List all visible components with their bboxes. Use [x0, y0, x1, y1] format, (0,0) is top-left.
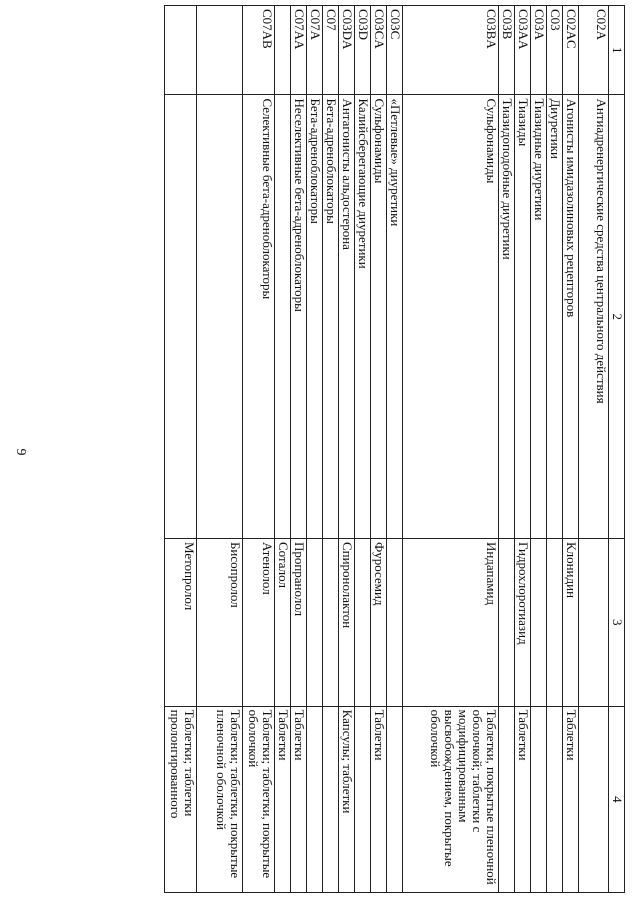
- header-cell: 4: [609, 706, 625, 892]
- atc-code: C03CA: [371, 6, 387, 95]
- atc-code: C03: [547, 6, 563, 95]
- group-name: «Петлевые» диуретики: [387, 95, 403, 539]
- drug-name: Гидрохлоротиазид: [515, 538, 531, 706]
- group-name: Сульфонамиды: [371, 95, 387, 539]
- table-row: [339, 6, 355, 893]
- atc-code: C02A: [579, 6, 609, 95]
- atc-code: C03B: [499, 6, 515, 95]
- drug-name: [387, 538, 403, 706]
- group-name: Бета-адреноблокаторы: [323, 95, 339, 539]
- atc-code: C03DA: [339, 6, 355, 95]
- group-name: [275, 95, 291, 539]
- table-row: [243, 6, 275, 893]
- header-cell: 2: [609, 95, 625, 539]
- atc-code: C07A: [307, 6, 323, 95]
- drug-name: [547, 538, 563, 706]
- table-header-row: [609, 6, 625, 893]
- dosage-form: Таблетки: [563, 706, 579, 892]
- dosage-form: Таблетки: [291, 706, 307, 892]
- atc-code: [197, 6, 243, 95]
- drug-name: Спиронолактон: [339, 538, 355, 706]
- drug-name: [531, 538, 547, 706]
- table-row: [579, 6, 609, 893]
- group-name: Тиазиды: [515, 95, 531, 539]
- drug-name: Пропранолол: [291, 538, 307, 706]
- group-name: Неселективные бета-адреноблокаторы: [291, 95, 307, 539]
- group-name: Селективные бета-адреноблокаторы: [243, 95, 275, 539]
- page-number: 9: [13, 448, 28, 456]
- dosage-form: [547, 706, 563, 892]
- dosage-form: Таблетки: [371, 706, 387, 892]
- atc-code: [275, 6, 291, 95]
- atc-code: C07AB: [243, 6, 275, 95]
- drug-name: [355, 538, 371, 706]
- table-row: [563, 6, 579, 893]
- atc-code: C03AA: [515, 6, 531, 95]
- header-cell: 1: [609, 6, 625, 95]
- group-name: Антагонисты альдостерона: [339, 95, 355, 539]
- dosage-form: [307, 706, 323, 892]
- dosage-form: Таблетки; таблетки, покрытые пленочной оболочкой: [197, 706, 243, 892]
- group-name: Бета-адреноблокаторы: [307, 95, 323, 539]
- dosage-form: [323, 706, 339, 892]
- group-name: Антиадренергические средства центрального действия: [579, 95, 609, 539]
- dosage-form: Капсулы; таблетки: [339, 706, 355, 892]
- drug-name: Индапамид: [403, 538, 499, 706]
- drug-name: Атенолол: [243, 538, 275, 706]
- group-name: Тиазидные диуретики: [531, 95, 547, 539]
- drug-name: [323, 538, 339, 706]
- drug-name: [307, 538, 323, 706]
- atc-code: C03BA: [403, 6, 499, 95]
- medication-table: [164, 5, 625, 893]
- dosage-form: Таблетки, покрытые пленочной оболочкой; таблетки с модифицированным высвобождением, покрытые оболочкой: [403, 706, 499, 892]
- drug-name: Клонидин: [563, 538, 579, 706]
- drug-name: Соталол: [275, 538, 291, 706]
- atc-code: C07AA: [291, 6, 307, 95]
- table-row: [371, 6, 387, 893]
- drug-name: Фуросемид: [371, 538, 387, 706]
- atc-code: C02AC: [563, 6, 579, 95]
- table-row: [403, 6, 499, 893]
- drug-name: [579, 538, 609, 706]
- group-name: Тиазидоподобные диуретики: [499, 95, 515, 539]
- table-row: [275, 6, 291, 893]
- dosage-form: [499, 706, 515, 892]
- table-row: [165, 6, 197, 893]
- drug-name: [499, 538, 515, 706]
- drug-name: Бисопролол: [197, 538, 243, 706]
- table-row: [291, 6, 307, 893]
- group-name: [165, 95, 197, 539]
- atc-code: C03A: [531, 6, 547, 95]
- atc-code: [165, 6, 197, 95]
- dosage-form: [387, 706, 403, 892]
- dosage-form: Таблетки; таблетки пролонгированного: [165, 706, 197, 892]
- atc-code: C03C: [387, 6, 403, 95]
- atc-code: C07: [323, 6, 339, 95]
- table-row: [323, 6, 339, 893]
- table-row: [307, 6, 323, 893]
- header-cell: 3: [609, 538, 625, 706]
- group-name: [197, 95, 243, 539]
- group-name: Диуретики: [547, 95, 563, 539]
- group-name: Агонисты имидазолиновых рецепторов: [563, 95, 579, 539]
- dosage-form: Таблетки; таблетки, покрытые оболочкой: [243, 706, 275, 892]
- table-row: [355, 6, 371, 893]
- dosage-form: Таблетки: [275, 706, 291, 892]
- dosage-form: [355, 706, 371, 892]
- drug-name: Метопролол: [165, 538, 197, 706]
- group-name: Сульфонамиды: [403, 95, 499, 539]
- table-row: [197, 6, 243, 893]
- group-name: Калийсберегающие диуретики: [355, 95, 371, 539]
- dosage-form: [531, 706, 547, 892]
- table-row: [515, 6, 531, 893]
- table-row: [387, 6, 403, 893]
- atc-code: C03D: [355, 6, 371, 95]
- dosage-form: Таблетки: [515, 706, 531, 892]
- table-row: [547, 6, 563, 893]
- dosage-form: [579, 706, 609, 892]
- table-row: [499, 6, 515, 893]
- table-row: [531, 6, 547, 893]
